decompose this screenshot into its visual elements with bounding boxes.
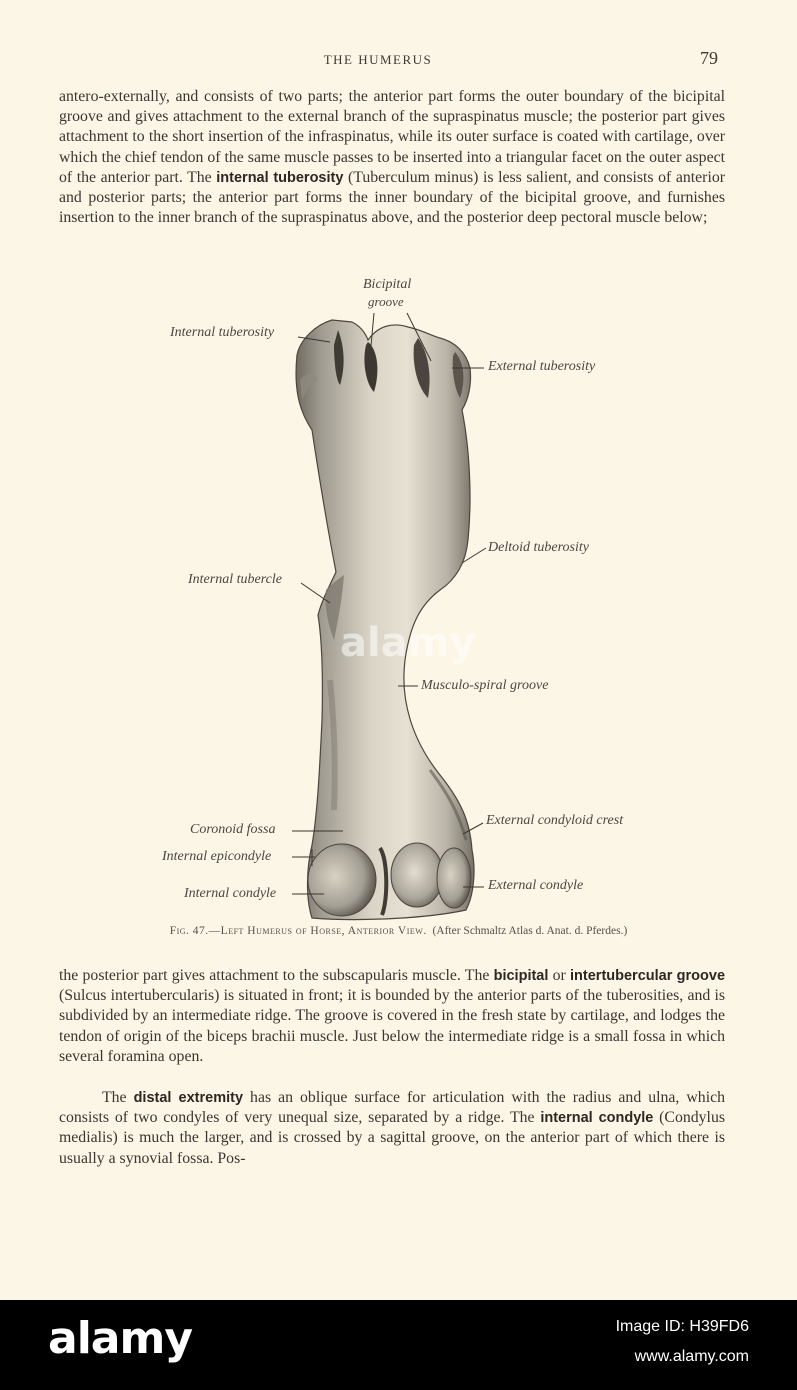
label-musculo-spiral-groove: Musculo-spiral groove xyxy=(421,678,549,693)
label-external-tuberosity: External tuberosity xyxy=(488,359,596,374)
figure-caption xyxy=(0,925,797,937)
label-bicipital: Bicipital xyxy=(363,277,412,292)
alamy-url-link[interactable]: www.alamy.com xyxy=(634,1348,749,1365)
caption-title: —Left Humerus of Horse, Anterior View. xyxy=(208,925,427,937)
label-external-condyle: External condyle xyxy=(488,878,584,893)
label-internal-condyle: Internal condyle xyxy=(184,886,277,901)
term-distal-extremity: distal extremity xyxy=(133,1090,244,1106)
term-internal-condyle: internal condyle xyxy=(540,1110,654,1127)
label-groove: groove xyxy=(368,294,404,309)
image-id: Image ID: H39FD6 xyxy=(615,1318,749,1335)
caption-source: (After Schmaltz Atlas d. Anat. d. Pferdes.) xyxy=(432,925,628,937)
alamy-logo[interactable]: alamy xyxy=(48,1313,192,1364)
paragraph-1: antero-externally, and consists of two parts; the anterior part forms the outer boundary of the bicipital groove and gives attachment to the external branch of the supraspinatus muscle; the posterior part gives attachment to the short insertion of the infraspinatus, while its outer surface is coated with cartilage, over which the chief tendon of the same muscle passes to be inserted into a triangular facet on the outer aspect of the anterior part. The internal tuberosity (Tuberculum minus) is less salient, and consists of anterior and posterior parts; the anterior part forms the inner boundary of the bicipital groove, and furnishes insertion to the inner branch of the supraspinatus above, and the posterior deep pectoral muscle below; xyxy=(59,88,725,227)
term-internal-tuberosity: internal tuberosity xyxy=(216,169,344,186)
paragraph-2: the posterior part gives attachment to the subscapularis muscle. The bicipital or intertubercular groove (Sulcus intertubercularis) is situated in front; it is bounded by the anterior parts of the tuberosities, and is subdivided by an intermediate ridge. The groove is covered in the fresh state by cartilage, and lodges the tendon of origin of the biceps brachii muscle. Just below the intermediate ridge is a small fossa in which several foramina open. xyxy=(59,967,726,1065)
page-number: 79 xyxy=(700,48,718,68)
running-head: THE HUMERUS xyxy=(323,52,433,67)
term-intertubercular-groove: intertubercular groove xyxy=(570,968,726,984)
paragraph-3: The distal extremity has an oblique surface for articulation with the radius and ulna, which consists of two condyles of very unequal size, separated by a ridge. The internal condyle (Condylus medialis) is much the larger, and is crossed by a sagittal groove, on the anterior part of which there is usually a synovial fossa. Pos- xyxy=(59,1089,725,1167)
caption-fig-number: Fig. 47. xyxy=(169,925,209,937)
label-internal-tuberosity: Internal tuberosity xyxy=(170,325,275,340)
term-bicipital: bicipital xyxy=(493,968,549,984)
label-external-condyloid-crest: External condyloid crest xyxy=(486,813,624,828)
label-coronoid-fossa: Coronoid fossa xyxy=(190,822,276,837)
label-deltoid-tuberosity: Deltoid tuberosity xyxy=(488,540,589,555)
stock-watermark: alamy xyxy=(340,620,476,666)
label-internal-epicondyle: Internal epicondyle xyxy=(162,849,272,864)
label-internal-tubercle: Internal tubercle xyxy=(188,572,282,587)
